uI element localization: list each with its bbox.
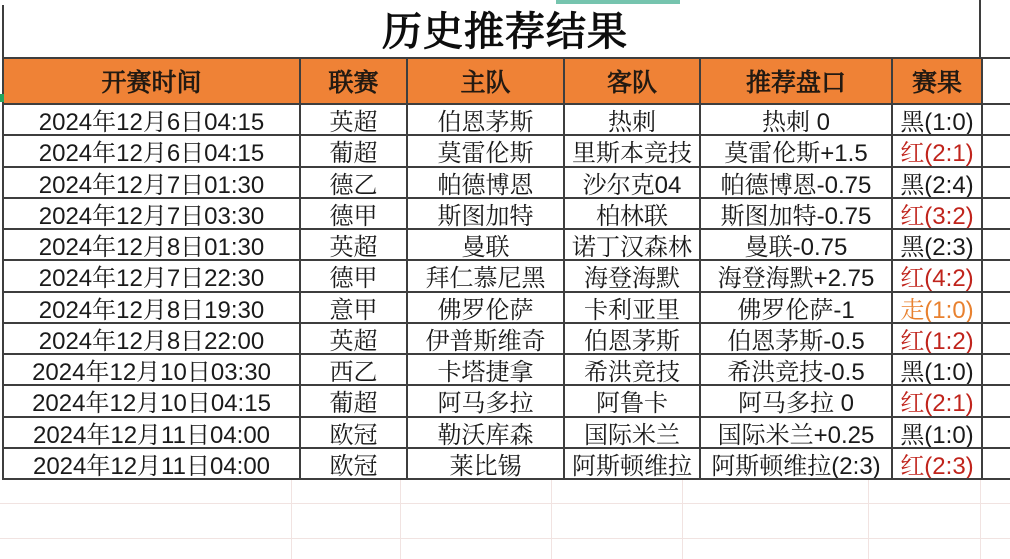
- cell-away[interactable]: 希洪竞技: [565, 355, 701, 386]
- cell-handicap[interactable]: 曼联-0.75: [701, 230, 893, 261]
- gridline: [868, 480, 869, 559]
- cell-time[interactable]: 2024年12月8日22:00: [4, 324, 301, 355]
- gridline: [0, 503, 1010, 504]
- gridline: [400, 480, 401, 559]
- cell-time[interactable]: 2024年12月7日22:30: [4, 261, 301, 292]
- column-header-home[interactable]: 主队: [408, 59, 565, 105]
- column-header-handicap[interactable]: 推荐盘口: [701, 59, 893, 105]
- cell-away[interactable]: 里斯本竞技: [565, 136, 701, 167]
- cell-home[interactable]: 斯图加特: [408, 199, 565, 230]
- gridline: [979, 0, 981, 57]
- cell-result[interactable]: 黑(1:0): [893, 418, 983, 449]
- cell-away[interactable]: 伯恩茅斯: [565, 324, 701, 355]
- gridline: [682, 480, 683, 559]
- cell-away[interactable]: 国际米兰: [565, 418, 701, 449]
- cell-league[interactable]: 欧冠: [301, 449, 408, 480]
- cell-league[interactable]: 意甲: [301, 293, 408, 324]
- cell-handicap[interactable]: 佛罗伦萨-1: [701, 293, 893, 324]
- cell-time[interactable]: 2024年12月6日04:15: [4, 105, 301, 136]
- cell-result[interactable]: 红(4:2): [893, 261, 983, 292]
- cell-handicap[interactable]: 帕德博恩-0.75: [701, 168, 893, 199]
- gridline: [0, 538, 1010, 539]
- cell-handicap[interactable]: 斯图加特-0.75: [701, 199, 893, 230]
- cell-league[interactable]: 德甲: [301, 199, 408, 230]
- column-header-league[interactable]: 联赛: [301, 59, 408, 105]
- cell-time[interactable]: 2024年12月11日04:00: [4, 449, 301, 480]
- cell-handicap[interactable]: 阿马多拉 0: [701, 386, 893, 417]
- cell-handicap[interactable]: 伯恩茅斯-0.5: [701, 324, 893, 355]
- cell-away[interactable]: 阿斯顿维拉: [565, 449, 701, 480]
- cell-league[interactable]: 英超: [301, 105, 408, 136]
- gridline: [2, 5, 4, 57]
- cell-result[interactable]: 红(1:2): [893, 324, 983, 355]
- cell-home[interactable]: 拜仁慕尼黑: [408, 261, 565, 292]
- cell-home[interactable]: 阿马多拉: [408, 386, 565, 417]
- cell-league[interactable]: 英超: [301, 324, 408, 355]
- cell-league[interactable]: 葡超: [301, 136, 408, 167]
- gridline: [551, 480, 552, 559]
- cell-time[interactable]: 2024年12月6日04:15: [4, 136, 301, 167]
- cell-away[interactable]: 阿鲁卡: [565, 386, 701, 417]
- title-row: [0, 0, 1010, 57]
- cell-result[interactable]: 黑(2:3): [893, 230, 983, 261]
- cell-result[interactable]: 走(1:0): [893, 293, 983, 324]
- cell-time[interactable]: 2024年12月7日01:30: [4, 168, 301, 199]
- empty-cell: [983, 293, 1010, 324]
- cell-result[interactable]: 红(2:1): [893, 386, 983, 417]
- cell-result[interactable]: 黑(1:0): [893, 355, 983, 386]
- cell-away[interactable]: 沙尔克04: [565, 168, 701, 199]
- cell-home[interactable]: 莫雷伦斯: [408, 136, 565, 167]
- cell-home[interactable]: 帕德博恩: [408, 168, 565, 199]
- cell-away[interactable]: 海登海默: [565, 261, 701, 292]
- empty-cell: [983, 324, 1010, 355]
- cell-result[interactable]: 黑(1:0): [893, 105, 983, 136]
- cell-time[interactable]: 2024年12月11日04:00: [4, 418, 301, 449]
- cell-time[interactable]: 2024年12月7日03:30: [4, 199, 301, 230]
- cell-time[interactable]: 2024年12月10日04:15: [4, 386, 301, 417]
- sheet-title[interactable]: 历史推荐结果: [382, 10, 628, 54]
- cell-league[interactable]: 英超: [301, 230, 408, 261]
- cell-league[interactable]: 德甲: [301, 261, 408, 292]
- empty-header-cell: [983, 59, 1010, 105]
- cell-result[interactable]: 红(3:2): [893, 199, 983, 230]
- gridline: [980, 480, 981, 559]
- cell-league[interactable]: 西乙: [301, 355, 408, 386]
- cell-away[interactable]: 卡利亚里: [565, 293, 701, 324]
- empty-cell: [983, 261, 1010, 292]
- column-header-time[interactable]: 开赛时间: [4, 59, 301, 105]
- results-table: [2, 57, 1010, 480]
- column-header-away[interactable]: 客队: [565, 59, 701, 105]
- cell-result[interactable]: 红(2:3): [893, 449, 983, 480]
- cell-away[interactable]: 热刺: [565, 105, 701, 136]
- cell-home[interactable]: 曼联: [408, 230, 565, 261]
- empty-cell: [983, 230, 1010, 261]
- cell-away[interactable]: 柏林联: [565, 199, 701, 230]
- cell-handicap[interactable]: 海登海默+2.75: [701, 261, 893, 292]
- empty-cell: [983, 105, 1010, 136]
- cell-home[interactable]: 莱比锡: [408, 449, 565, 480]
- empty-cell: [983, 386, 1010, 417]
- column-header-result[interactable]: 赛果: [893, 59, 983, 105]
- cell-home[interactable]: 佛罗伦萨: [408, 293, 565, 324]
- cell-handicap[interactable]: 莫雷伦斯+1.5: [701, 136, 893, 167]
- empty-cell: [983, 199, 1010, 230]
- cell-time[interactable]: 2024年12月8日19:30: [4, 293, 301, 324]
- cell-home[interactable]: 伯恩茅斯: [408, 105, 565, 136]
- cell-result[interactable]: 红(2:1): [893, 136, 983, 167]
- cell-league[interactable]: 欧冠: [301, 418, 408, 449]
- cell-time[interactable]: 2024年12月8日01:30: [4, 230, 301, 261]
- cell-time[interactable]: 2024年12月10日03:30: [4, 355, 301, 386]
- cell-handicap[interactable]: 热刺 0: [701, 105, 893, 136]
- cell-league[interactable]: 葡超: [301, 386, 408, 417]
- cell-handicap[interactable]: 国际米兰+0.25: [701, 418, 893, 449]
- empty-cell: [983, 449, 1010, 480]
- cell-home[interactable]: 勒沃库森: [408, 418, 565, 449]
- gridline: [291, 480, 292, 559]
- empty-cell: [983, 418, 1010, 449]
- empty-cell: [983, 355, 1010, 386]
- cell-result[interactable]: 黑(2:4): [893, 168, 983, 199]
- cell-league[interactable]: 德乙: [301, 168, 408, 199]
- cell-home[interactable]: 卡塔捷拿: [408, 355, 565, 386]
- cell-handicap[interactable]: 希洪竞技-0.5: [701, 355, 893, 386]
- cell-handicap[interactable]: 阿斯顿维拉(2:3): [701, 449, 893, 480]
- empty-cell: [983, 168, 1010, 199]
- empty-cell: [983, 136, 1010, 167]
- cell-away[interactable]: 诺丁汉森林: [565, 230, 701, 261]
- selection-marker-icon: [0, 94, 4, 102]
- cell-home[interactable]: 伊普斯维奇: [408, 324, 565, 355]
